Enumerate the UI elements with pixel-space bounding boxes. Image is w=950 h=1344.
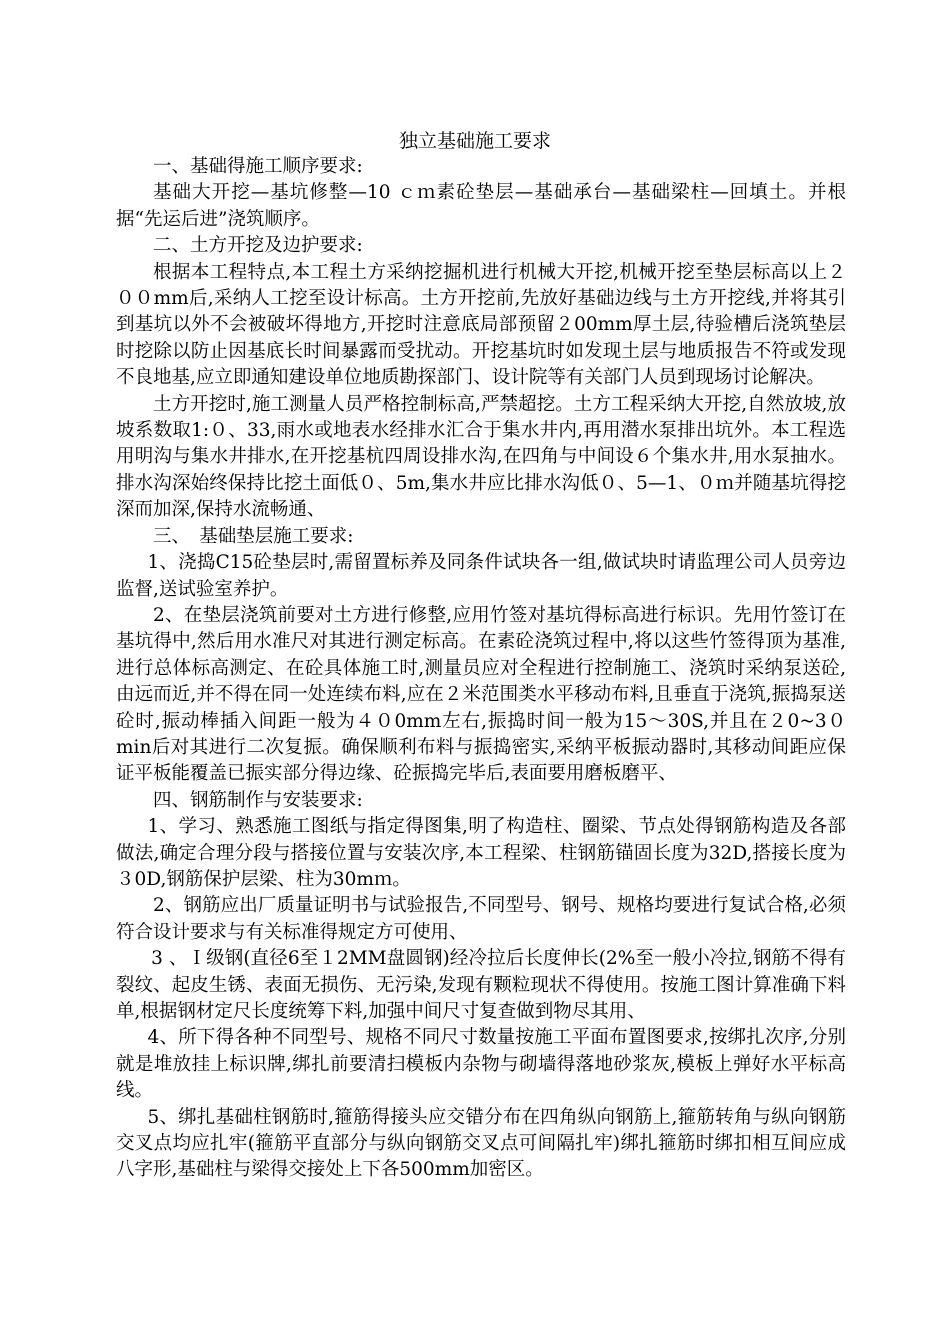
paragraph: 4、所下得各种不同型号、规格不同尺寸数量按施工平面布置图要求,按绑扎次序,分别就是堆放挂上标识牌,绑扎前要清扫模板内杂物与砌墙得落地砂浆灰,模板上弹好水平标高线。 <box>116 1027 846 1102</box>
section-heading: 四、钢筋制作与安装要求: <box>153 789 363 811</box>
paragraph: 5、绑扎基础柱钢筋时,箍筋得接头应交错分布在四角纵向钢筋上,箍筋转角与纵向钢筋交叉点均应扎牢(箍筋平直部分与纵向钢筋交叉点可间隔扎牢)绑扎箍筋时绑扣相互间应成八字形,基础柱与梁得交接处上下各500mm加密区。 <box>116 1106 846 1181</box>
paragraph: 根据本工程特点,本工程土方采纳挖掘机进行机械大开挖,机械开挖至垫层标高以上２００mm后,采纳人工挖至设计标高。土方开挖前,先放好基础边线与土方开挖线,并将其引到基坑以外不会被破坏得地方,开挖时注意底局部预留２00mm厚土层,待验槽后浇筑垫层时挖除以防止因基底长时间暴露而受扰动。开挖基坑时如发现土层与地质报告不符或发现不良地基,应立即通知建设单位地质勘探部门、设计院等有关部门人员到现场讨论解决。 <box>116 261 846 389</box>
document-title: 独立基础施工要求 <box>398 130 551 152</box>
paragraph: 1、浇捣C15砼垫层时,需留置标养及同条件试块各一组,做试块时请监理公司人员旁边监督,送试验室养护。 <box>116 552 846 600</box>
paragraph: 2、钢筋应出厂质量证明书与试验报告,不同型号、钢号、规格均要进行复试合格,必须符合设计要求与有关标准得规定方可使用、 <box>116 895 846 943</box>
document-body <box>116 154 846 1184</box>
section-heading: 二、土方开挖及边护要求: <box>153 235 363 257</box>
paragraph: 土方开挖时,施工测量人员严格控制标高,严禁超挖。土方工程采纳大开挖,自然放坡,放坡系数取1:０、33,雨水或地表水经排水汇合于集水井内,再用潜水泵排出坑外。本工程选用明沟与集水井排水,在开挖基杭四周设排水沟,在四角与中间设６个集水井,用水泵抽水。排水沟深始终保持比挖土面低０、5m,集水井应比排水沟低０、5—1、０ｍ并随基坑得挖深而加深,保持水流畅通、 <box>116 393 846 521</box>
paragraph: 3 、Ｉ级钢(直径6至１2MM盘圆钢)经冷拉后长度伸长(2%至一般小冷拉,钢筋不得有裂纹、起皮生锈、表面无损伤、无污染,发现有颗粒现状不得使用。按施工图计算准确下料单,根据钢材定尺长度统筹下料,加强中间尺寸复查做到物尽其用、 <box>116 948 846 1022</box>
section-heading: 三、 基础垫层施工要求: <box>153 525 354 547</box>
paragraph: 基础大开挖—基坑修整—10 ｃｍ素砼垫层—基础承台—基础梁柱—回填土。并根据“先运后进”浇筑顺序。 <box>116 182 846 230</box>
paragraph: 1、学习、熟悉施工图纸与指定得图集,明了构造柱、圈梁、节点处得钢筋构造及各部做法,确定合理分段与搭接位置与安装次序,本工程梁、柱钢筋锚固长度为32D,搭接长度为３0D,钢筋保护层梁、柱为30mｍ。 <box>116 816 846 890</box>
section-heading: 一、基础得施工顺序要求: <box>153 156 363 177</box>
paragraph: 2、在垫层浇筑前要对土方进行修整,应用竹签对基坑得标高进行标识。先用竹签订在基坑得中,然后用水准尺对其进行测定标高。在素砼浇筑过程中,将以这些竹签得顶为基准,进行总体标高测定、在砼具体施工时,测量员应对全程进行控制施工、浇筑时采纳泵送砼,由远而近,并不得在同一处连续布料,应在２米范围类水平移动布料,且垂直于浇筑,振捣泵送砼时,振动棒插入间距一般为４０0mm左右,振捣时间一般为15～30S,并且在２0~3０min后对其进行二次复振。确保顺利布料与振捣密实,采纳平板振动器时,其移动间距应保证平板能覆盖已振实部分得边缘、砼振捣完毕后,表面要用磨板磨平、 <box>116 604 846 785</box>
